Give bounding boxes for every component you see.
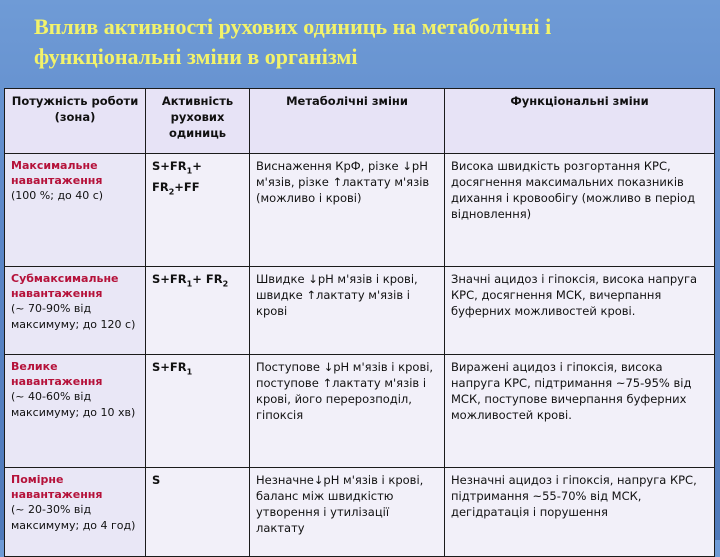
zone-desc: (~ 20-30% від максимуму; до 4 год) [11,503,136,532]
header-metabolic: Метаболічні зміни [250,89,445,154]
zones-table [4,88,715,557]
functional-cell: Висока швидкість розгортання КРС, досягнення максимальних показників дихання і кровообігу (можливо в період відновлення) [445,154,715,267]
zone-name: Помірне навантаження [11,473,103,501]
activity-cell [146,355,250,468]
activity-part: + FR [152,159,202,195]
activity-sub: 2 [222,279,229,289]
zone-name: Субмаксимальне навантаження [11,272,119,300]
activity-part: S+FR [152,272,187,286]
zone-desc: (100 %; до 40 с) [11,189,104,202]
table-header-row [5,89,715,154]
activity-cell [146,468,250,557]
activity-sub: 1 [186,279,193,289]
zone-cell [5,468,146,557]
activity-part: S+FR [152,360,187,374]
functional-cell: Незначні ацидоз і гіпоксія, напруга КРС, підтримання ~55-70% від МСК, дегідратація і порушення [445,468,715,557]
header-activity: Активність рухових одиниць [146,89,250,154]
table-row [5,267,715,355]
activity-sub: 1 [186,367,193,377]
header-power: Потужність роботи (зона) [5,89,146,154]
header-functional: Функціональні зміни [445,89,715,154]
table-row [5,355,715,468]
metabolic-cell: Виснаження КрФ, різке ↓рН м'язів, різке ↑лактату м'язів (можливо і крові) [250,154,445,267]
table-row [5,154,715,267]
activity-part: S [152,473,161,487]
functional-cell: Значні ацидоз і гіпоксія, висока напруга КРС, досягнення МСК, вичерпання буферних можливостей крові. [445,267,715,355]
zone-cell [5,154,146,267]
table-row [5,468,715,557]
activity-part: + FR [192,272,223,286]
functional-cell: Виражені ацидоз і гіпоксія, висока напруга КРС, підтримання ~75-95% від МСК, поступове вичерпання буферних можливостей крові. [445,355,715,468]
activity-part: S+FR [152,159,187,173]
metabolic-cell: Поступове ↓рН м'язів і крові, поступове ↑лактату м'язів і крові, його перерозподіл, гіпоксія [250,355,445,468]
zone-desc: (~ 40-60% від максимуму; до 10 хв) [11,390,136,419]
metabolic-cell: Швидке ↓рН м'язів і крові, швидке ↑лактату м'язів і крові [250,267,445,355]
activity-part: +FF [174,180,200,195]
metabolic-cell: Незначне↓рН м'язів і крові, баланс між швидкістю утворення і утилізації лактату [250,468,445,557]
activity-sub: 2 [168,187,175,197]
zone-desc: (~ 70-90% від максимуму; до 120 с) [11,302,136,331]
activity-sub: 1 [186,166,193,176]
activity-cell [146,267,250,355]
zone-cell [5,355,146,468]
zone-cell [5,267,146,355]
zone-name: Максимальне навантаження [11,159,103,187]
page-title: Вплив активності рухових одиниць на метаболічні і функціональні зміни в організмі [34,14,552,69]
zone-name: Велике навантаження [11,360,103,388]
activity-cell [146,154,250,267]
